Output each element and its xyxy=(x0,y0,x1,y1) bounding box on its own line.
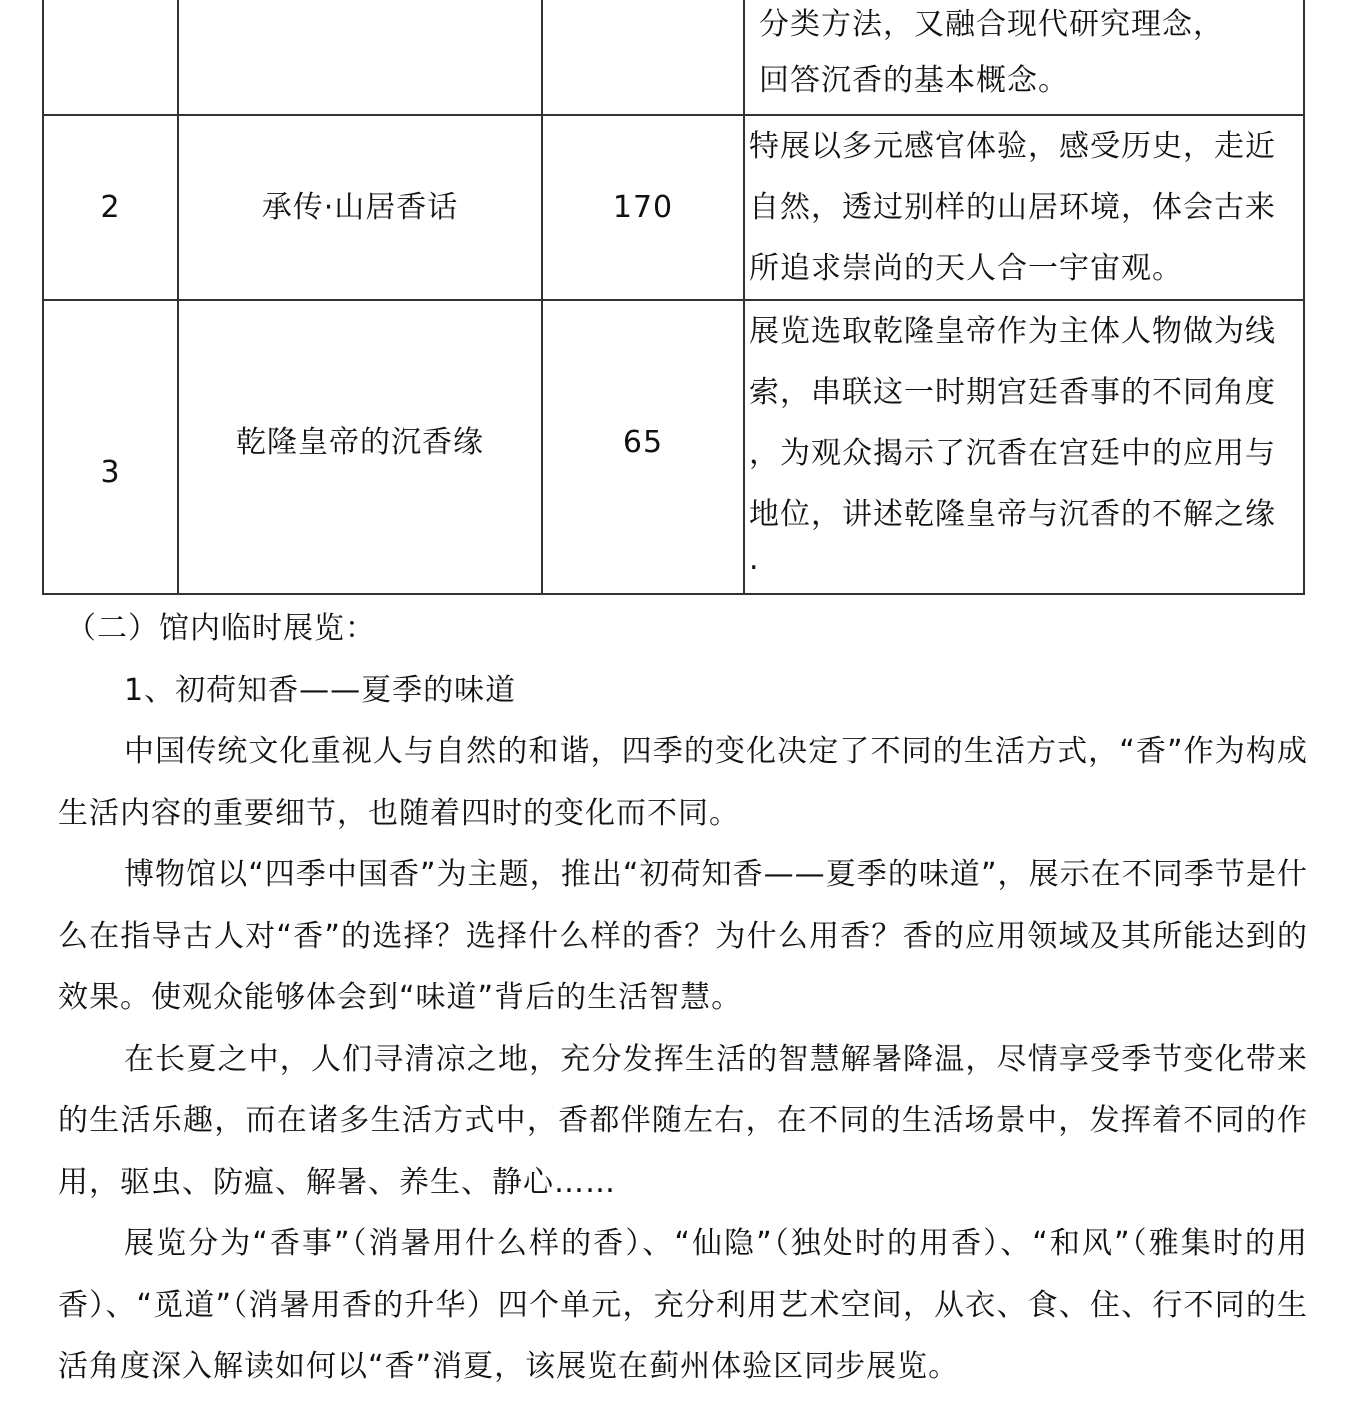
row-number-cell: 2 xyxy=(43,115,178,300)
description-line: 自然，透过别样的山居环境，体会古来 xyxy=(749,190,1276,225)
section-heading: （二）馆内临时展览： xyxy=(66,611,376,646)
paragraph: 中国传统文化重视人与自然的和谐，四季的变化决定了不同的生活方式，“香”作为构成生活内容的重要细节，也随着四时的变化而不同。 xyxy=(58,734,1308,831)
description-line: . xyxy=(749,542,760,577)
exhibit-description-cell xyxy=(744,300,1304,594)
paragraph: 博物馆以“四季中国香”为主题，推出“初荷知香——夏季的味道”，展示在不同季节是什么在指导古人对“香”的选择？选择什么样的香？为什么用香？香的应用领域及其所能达到的效果。使观众能够体会到“味道”背后的生活智慧。 xyxy=(58,857,1308,1015)
document-body xyxy=(58,598,1308,1398)
exhibit-name-cell xyxy=(178,0,542,115)
exhibit-name-cell: 乾隆皇帝的沉香缘 xyxy=(178,300,542,594)
exhibit-count-cell xyxy=(542,0,744,115)
exhibits-table-container xyxy=(42,0,1303,595)
exhibit-count-cell: 65 xyxy=(542,300,744,594)
description-line: 分类方法，又融合现代研究理念， xyxy=(759,7,1224,42)
description-line: 地位，讲述乾隆皇帝与沉香的不解之缘 xyxy=(749,497,1276,532)
description-line: ，为观众揭示了沉香在宫廷中的应用与 xyxy=(749,436,1276,471)
exhibit-description-cell xyxy=(744,115,1304,300)
description-line: 索，串联这一时期宫廷香事的不同角度 xyxy=(749,375,1276,410)
description-line: 回答沉香的基本概念。 xyxy=(759,63,1069,98)
row-number-cell xyxy=(43,0,178,115)
table-row xyxy=(43,300,1304,594)
subsection-heading: 1、初荷知香——夏季的味道 xyxy=(124,672,517,708)
description-line: 所追求崇尚的天人合一宇宙观。 xyxy=(749,251,1183,286)
table-row xyxy=(43,115,1304,300)
exhibit-name-cell: 承传·山居香话 xyxy=(178,115,542,300)
paragraph: 在长夏之中，人们寻清凉之地，充分发挥生活的智慧解暑降温，尽情享受季节变化带来的生活乐趣，而在诸多生活方式中，香都伴随左右，在不同的生活场景中，发挥着不同的作用，驱虫、防瘟、解暑、养生、静心…… xyxy=(58,1041,1308,1200)
description-line: 特展以多元感官体验，感受历史，走近 xyxy=(749,129,1276,164)
row-number-cell: 3 xyxy=(43,300,178,594)
table-row xyxy=(43,0,1304,115)
exhibit-count-cell: 170 xyxy=(542,115,744,300)
description-line: 展览选取乾隆皇帝作为主体人物做为线 xyxy=(749,314,1276,349)
exhibit-description-cell xyxy=(744,0,1304,115)
paragraph: 展览分为“香事”（消暑用什么样的香）、“仙隐”（独处时的用香）、“和风”（雅集时的用香）、“觅道”（消暑用香的升华）四个单元，充分利用艺术空间，从衣、食、住、行不同的生活角度深入解读如何以“香”消夏，该展览在蓟州体验区同步展览。 xyxy=(58,1226,1308,1384)
exhibits-table xyxy=(42,0,1305,595)
